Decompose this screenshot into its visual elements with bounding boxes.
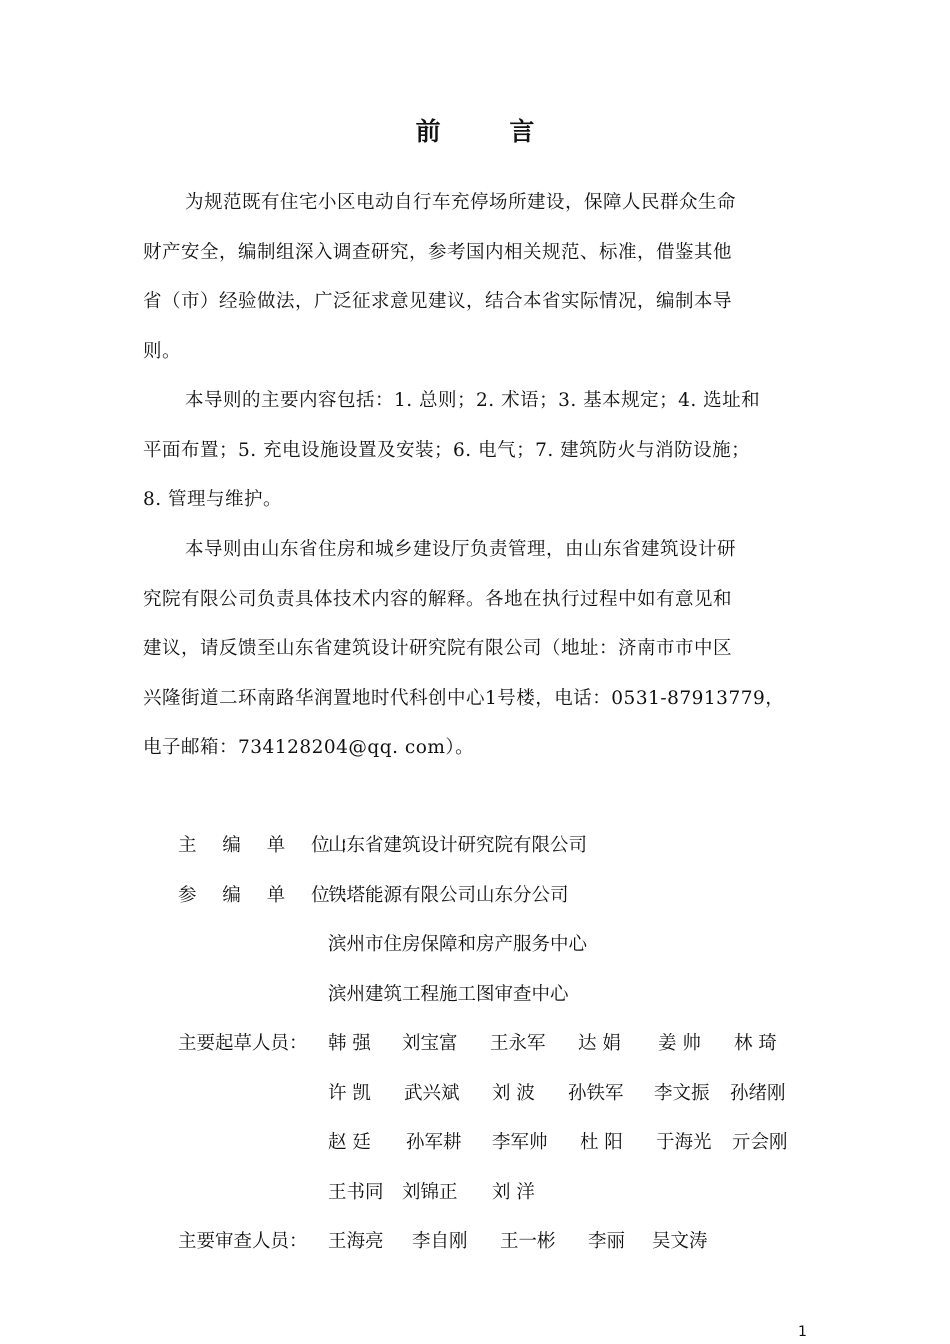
person-name: 达 娟 xyxy=(578,1033,621,1054)
person-name: 吴文涛 xyxy=(652,1231,708,1252)
drafters-row xyxy=(178,1069,788,1119)
paragraph-line: 本导则由山东省住房和城乡建设厅负责管理，由山东省建筑设计研 xyxy=(185,539,737,560)
paragraph-line: 财产安全，编制组深入调查研究，参考国内相关规范、标准，借鉴其他 xyxy=(143,241,733,263)
chief-unit-row xyxy=(178,821,788,871)
paragraph-line: 建议，请反馈至山东省建筑设计研究院有限公司（地址：济南市市中区 xyxy=(143,638,733,659)
person-name: 孙绪刚 xyxy=(730,1082,786,1104)
person-name: 刘 波 xyxy=(492,1082,535,1104)
page-number: 1 xyxy=(798,1324,807,1340)
person-name: 赵 廷 xyxy=(328,1132,371,1153)
drafters-row xyxy=(178,1019,788,1069)
person-name: 韩 强 xyxy=(328,1033,371,1054)
paragraph-purpose xyxy=(143,178,808,376)
participant-unit-row xyxy=(178,970,788,1020)
drafters-names xyxy=(328,1069,786,1119)
person-name: 刘宝富 xyxy=(402,1033,458,1054)
chief-unit-label: 主 编 单 位： xyxy=(178,835,369,856)
person-name: 刘锦正 xyxy=(402,1181,458,1203)
person-name: 王永军 xyxy=(490,1033,546,1054)
paragraph-line: 本导则的主要内容包括：1. 总则；2. 术语；3. 基本规定；4. 选址和 xyxy=(185,390,761,411)
person-name: 李军帅 xyxy=(492,1132,548,1153)
person-name: 武兴斌 xyxy=(404,1082,460,1104)
person-name: 王海亮 xyxy=(328,1231,384,1252)
drafters-names xyxy=(328,1168,535,1218)
participant-unit-value: 滨州建筑工程施工图审查中心 xyxy=(328,983,569,1005)
person-name: 亓会刚 xyxy=(732,1132,788,1153)
person-name: 孙铁军 xyxy=(568,1082,624,1104)
paragraph-line: 兴隆街道二环南路华润置地时代科创中心1号楼，电话：0531-87913779， xyxy=(143,687,785,709)
person-name: 刘 洋 xyxy=(492,1181,535,1203)
paragraph-line: 电子邮箱：734128204@qq. com）。 xyxy=(143,737,475,758)
participant-unit-value: 铁塔能源有限公司山东分公司 xyxy=(328,884,569,906)
credits-section xyxy=(178,821,788,1267)
participant-unit-row xyxy=(178,920,788,970)
paragraph-contents xyxy=(143,376,808,525)
paragraph-line: 则。 xyxy=(143,340,182,362)
drafters-label: 主要起草人员： xyxy=(178,1033,308,1054)
paragraph-line: 究院有限公司负责具体技术内容的解释。各地在执行过程中如有意见和 xyxy=(143,588,733,610)
paragraph-line: 为规范既有住宅小区电动自行车充停场所建设，保障人民群众生命 xyxy=(185,192,737,213)
person-name: 林 琦 xyxy=(734,1033,777,1054)
drafters-names xyxy=(328,1118,788,1168)
person-name: 李自刚 xyxy=(412,1231,468,1252)
drafters-names xyxy=(328,1019,777,1069)
paragraph-line: 平面布置；5. 充电设施设置及安装；6. 电气；7. 建筑防火与消防设施； xyxy=(143,439,751,461)
reviewers-row xyxy=(178,1217,788,1267)
page-title: 前 言 xyxy=(415,117,565,146)
participant-unit-value: 滨州市住房保障和房产服务中心 xyxy=(328,934,588,955)
reviewers-names xyxy=(328,1217,708,1267)
drafters-row xyxy=(178,1118,788,1168)
person-name: 王一彬 xyxy=(500,1231,556,1252)
paragraph-line: 省（市）经验做法，广泛征求意见建议，结合本省实际情况，编制本导 xyxy=(143,291,733,312)
participant-unit-label: 参 编 单 位： xyxy=(178,884,369,906)
person-name: 孙军耕 xyxy=(406,1132,462,1153)
paragraph-line: 8. 管理与维护。 xyxy=(143,489,283,510)
participant-unit-row xyxy=(178,871,788,921)
person-name: 于海光 xyxy=(656,1132,712,1153)
person-name: 王书同 xyxy=(328,1181,384,1203)
drafters-row xyxy=(178,1168,788,1218)
person-name: 李文振 xyxy=(654,1082,710,1104)
reviewers-label: 主要审查人员： xyxy=(178,1231,308,1252)
person-name: 许 凯 xyxy=(328,1082,371,1104)
paragraph-management xyxy=(143,525,808,773)
person-name: 姜 帅 xyxy=(658,1033,701,1054)
person-name: 李丽 xyxy=(588,1231,626,1252)
chief-unit-value: 山东省建筑设计研究院有限公司 xyxy=(328,835,588,856)
person-name: 杜 阳 xyxy=(580,1132,623,1153)
